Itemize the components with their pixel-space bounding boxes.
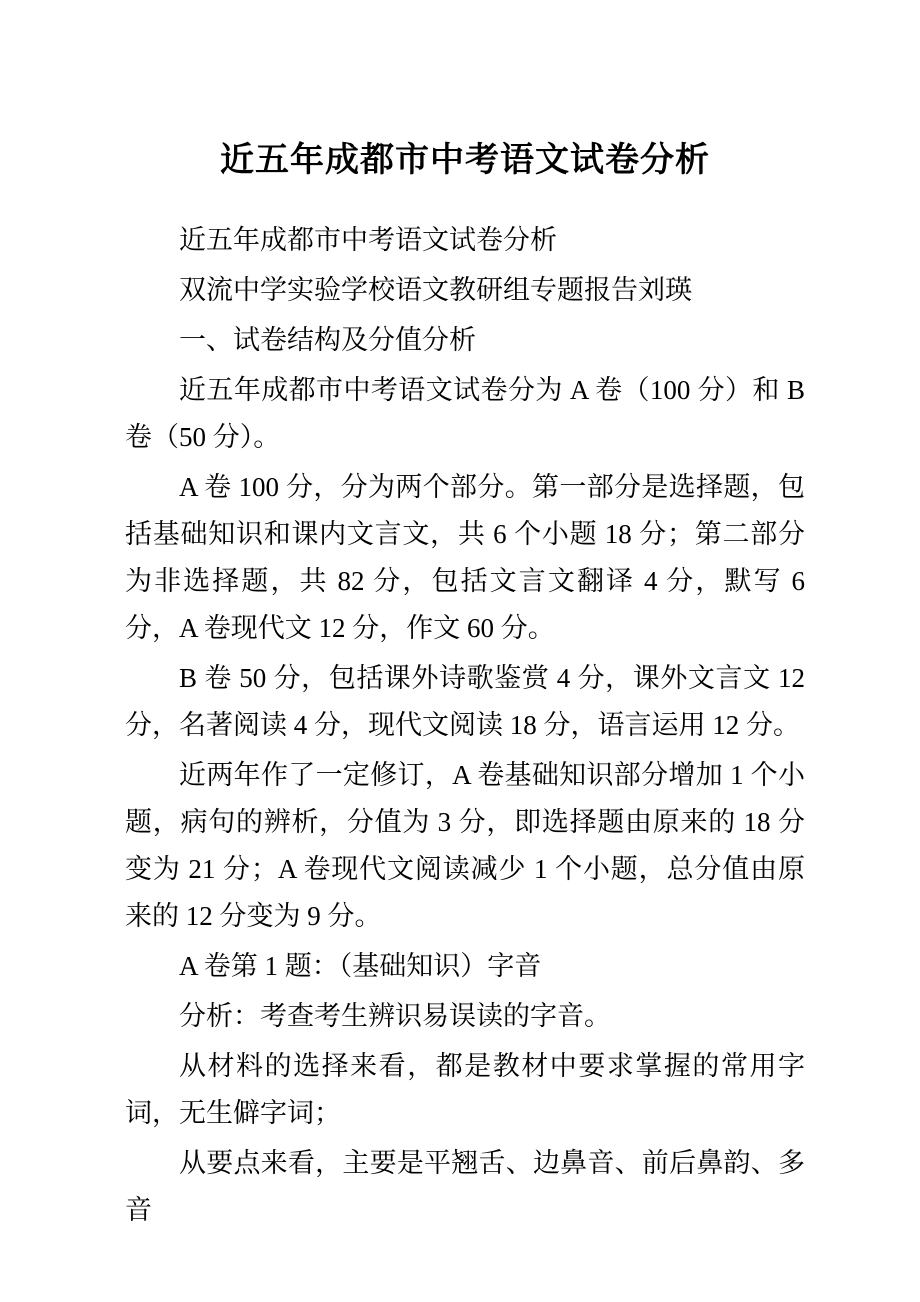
document-body bbox=[125, 217, 805, 1234]
section-heading-1: 一、试卷结构及分值分析 bbox=[179, 325, 476, 355]
report-author-line: 双流中学实验学校语文教研组专题报告刘瑛 bbox=[179, 275, 692, 305]
body-paragraph: 近两年作了一定修订，A 卷基础知识部分增加 1 个小题，病句的辨析，分值为 3 分，即选择题由原来的 18 分变为 21 分；A 卷现代文阅读减少 1 个小题，总分值由原来的 12 分变为 9 分。 bbox=[125, 760, 805, 931]
body-paragraph: A 卷 100 分，分为两个部分。第一部分是选择题，包括基础知识和课内文言文，共 6 个小题 18 分；第二部分为非选择题，共 82 分，包括文言文翻译 4 分，默写 6 分，A 卷现代文 12 分，作文 60 分。 bbox=[125, 472, 805, 643]
body-paragraph: 从材料的选择来看，都是教材中要求掌握的常用字词，无生僻字词； bbox=[125, 1051, 805, 1128]
body-paragraph: B 卷 50 分，包括课外诗歌鉴赏 4 分，课外文言文 12 分，名著阅读 4 分，现代文阅读 18 分，语言运用 12 分。 bbox=[125, 663, 805, 740]
analysis-line: 分析：考查考生辨识易误读的字音。 bbox=[179, 1001, 611, 1031]
body-paragraph: 近五年成都市中考语文试卷分为 A 卷（100 分）和 B 卷（50 分）。 bbox=[125, 375, 805, 452]
question-heading: A 卷第 1 题：（基础知识）字音 bbox=[179, 951, 542, 981]
document-title: 近五年成都市中考语文试卷分析 bbox=[220, 142, 710, 179]
body-paragraph: 从要点来看，主要是平翘舌、边鼻音、前后鼻韵、多音 bbox=[125, 1148, 805, 1225]
subtitle-line: 近五年成都市中考语文试卷分析 bbox=[179, 225, 557, 255]
